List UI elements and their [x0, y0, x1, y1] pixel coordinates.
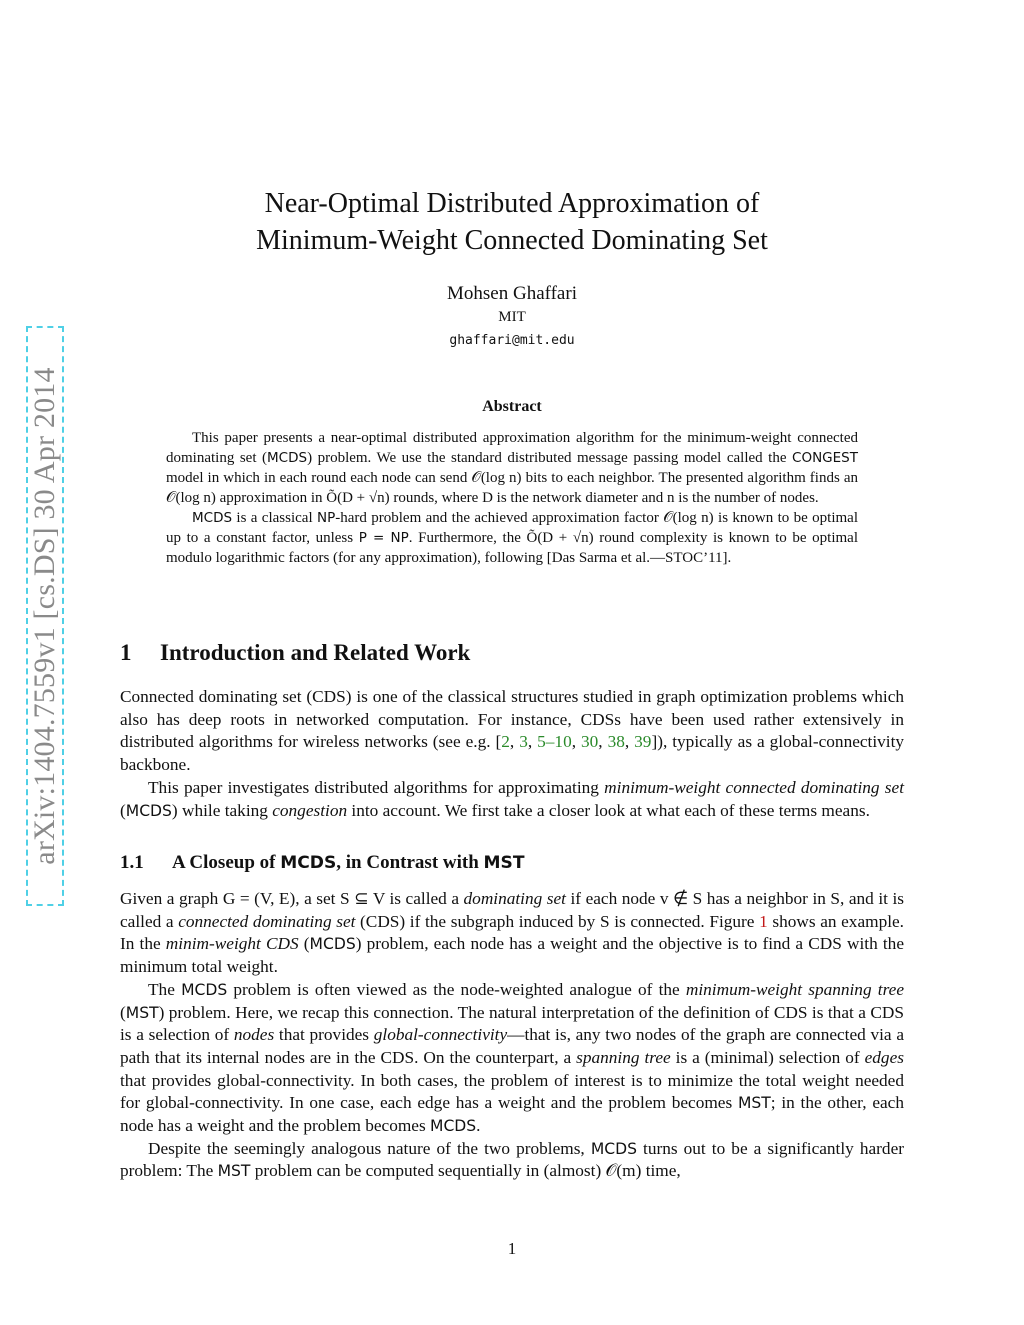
- citation-link[interactable]: 5–10: [537, 732, 572, 752]
- citation-link[interactable]: 30: [581, 732, 599, 752]
- citation-link[interactable]: 3: [519, 732, 528, 752]
- arxiv-identifier: arXiv:1404.7559v1 [cs.DS] 30 Apr 2014: [28, 367, 61, 865]
- author-affiliation: MIT: [498, 309, 526, 325]
- section-1-heading: [120, 640, 470, 666]
- section-1-number: 1: [120, 640, 132, 665]
- citation-link[interactable]: 2: [501, 732, 510, 752]
- section-1-1-heading: 1.1 A Closeup of MCDS, in Contrast with MST: [120, 852, 525, 873]
- abstract-heading: Abstract: [482, 398, 542, 415]
- closeup-paragraph-1: Given a graph G = (V, E), a set S ⊆ V is called a dominating set if each node v ∉ S has a neighbor in S, and it is called a connected dominating set (CDS) if the subgraph induced by S is connected. Figure 1 shows an example. In the minim-weight CDS (MCDS) problem, each node has a weight and the objective is to find a CDS with the minimum total weight.: [120, 889, 904, 977]
- section-1-title: Introduction and Related Work: [160, 640, 471, 665]
- closeup-text: [120, 888, 904, 1183]
- title-line-1: Near-Optimal Distributed Approximation of: [264, 188, 760, 219]
- paper-title: [0, 185, 1024, 259]
- author-name: Mohsen Ghaffari: [447, 283, 577, 304]
- introduction-text: [120, 686, 904, 822]
- intro-paragraph-1: Connected dominating set (CDS) is one of the classical structures studied in graph optimization problems which also has deep roots in networked computation. For instance, CDSs have been used rather extensively in distributed algorithms for wireless networks (see e.g. [2, 3, 5–10, 30, 38, 39]), typically as a global-connectivity backbone.: [120, 687, 905, 775]
- abstract-paragraph-2: MCDS is a classical NP-hard problem and the achieved approximation factor 𝒪(log n) is known to be optimal up to a constant factor, unless P = NP. Furthermore, the Õ(D + √n) round complexity is known to be optimal modulo logarithmic factors (for any approximation), following [Das Sarma et al.—STOC’11].: [166, 510, 858, 566]
- intro-paragraph-2: This paper investigates distributed algorithms for approximating minimum-weight connected dominating set (MCDS) while taking congestion into account. We first take a closer look at what each of these terms means.: [120, 777, 905, 820]
- title-line-2: Minimum-Weight Connected Dominating Set: [256, 225, 768, 256]
- abstract-paragraph-1: This paper presents a near-optimal distributed approximation algorithm for the minimum-weight connected dominating set (MCDS) problem. We use the standard distributed message passing model called the CONGEST model in which in each round each node can send 𝒪(log n) bits to each neighbor. The presented algorithm finds an 𝒪(log n) approximation in Õ(D + √n) rounds, where D is the network diameter and n is the number of nodes.: [166, 430, 858, 506]
- section-1-1-number: 1.1: [120, 852, 144, 873]
- closeup-paragraph-3: Despite the seemingly analogous nature of the two problems, MCDS turns out to be a significantly harder problem: The MST problem can be computed sequentially in (almost) 𝒪(m) time,: [120, 1138, 904, 1181]
- citation-link[interactable]: 39: [634, 732, 652, 752]
- closeup-paragraph-2: The MCDS problem is often viewed as the node-weighted analogue of the minimum-weight spanning tree (MST) problem. Here, we recap this connection. The natural interpretation of the definition of CDS is that a CDS is a selection of nodes that provides global-connectivity—that is, any two nodes of the graph are connected via a path that its internal nodes are in the CDS. On the counterpart, a spanning tree is a (minimal) selection of edges that provides global-connectivity. In both cases, the problem of interest is to minimize the total weight needed for global-connectivity. In one case, each edge has a weight and the problem becomes MST; in the other, each node has a weight and the problem becomes MCDS.: [120, 979, 905, 1136]
- abstract-body: [166, 428, 858, 568]
- author-email[interactable]: ghaffari@mit.edu: [449, 333, 575, 348]
- page-number: 1: [507, 1239, 517, 1258]
- figure-reference-link[interactable]: 1: [759, 911, 768, 931]
- citation-link[interactable]: 38: [607, 732, 625, 752]
